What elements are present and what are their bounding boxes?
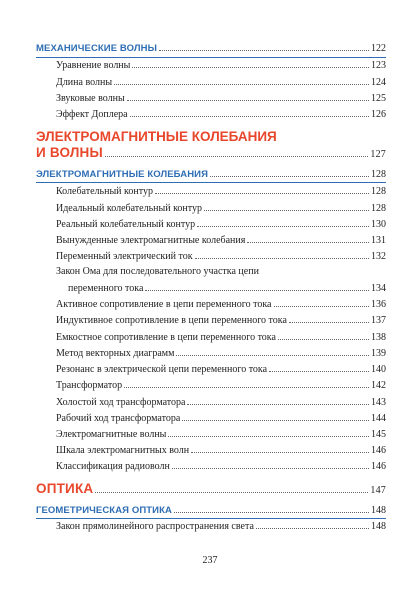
- toc-entry-wavelength[interactable]: [56, 77, 386, 88]
- entry-label: Холостой ход трансформатора: [56, 397, 186, 408]
- dot-leader: [155, 193, 369, 194]
- page-ref: 124: [371, 77, 386, 88]
- page-ref: 138: [371, 332, 386, 343]
- page-ref: 148: [371, 505, 386, 516]
- page-ref: 148: [371, 521, 386, 532]
- toc-entry[interactable]: [56, 332, 386, 343]
- entry-label: Трансформатор: [56, 380, 123, 391]
- entry-label: Классификация радиоволн: [56, 461, 170, 472]
- page-ref: 143: [371, 397, 386, 408]
- dot-leader: [145, 290, 369, 291]
- toc-entry[interactable]: [56, 315, 386, 326]
- heading-label: ГЕОМЕТРИЧЕСКАЯ ОПТИКА: [36, 505, 172, 516]
- page-ref: 136: [371, 299, 386, 310]
- entry-label: Переменный электрический ток: [56, 251, 193, 262]
- page-ref: 123: [371, 60, 386, 71]
- entry-label: Эффект Доплера: [56, 109, 128, 120]
- toc-entry[interactable]: [56, 251, 386, 262]
- toc-entry[interactable]: [56, 299, 386, 310]
- page-ref: 140: [371, 364, 386, 375]
- dot-leader: [191, 452, 369, 453]
- dot-leader: [114, 84, 369, 85]
- page-ref: 128: [371, 186, 386, 197]
- dot-leader: [204, 210, 369, 211]
- toc-chapter-em[interactable]: [36, 145, 386, 160]
- toc-entry[interactable]: [56, 413, 386, 424]
- toc-entry-wave-equation[interactable]: [56, 60, 386, 71]
- dot-leader: [172, 468, 369, 469]
- dot-leader: [174, 512, 369, 513]
- entry-label: Идеальный колебательный контур: [56, 203, 203, 214]
- dot-leader: [289, 322, 369, 323]
- page-ref: 130: [371, 219, 386, 230]
- entry-label: Электромагнитные волны: [56, 429, 167, 440]
- page-ref: 131: [371, 235, 386, 246]
- page-ref: 134: [371, 283, 386, 294]
- entry-label: Колебательный контур: [56, 186, 153, 197]
- entry-label: Вынужденные электромагнитные колебания: [56, 235, 246, 246]
- dot-leader: [130, 116, 369, 117]
- chapter-title-line2: И ВОЛНЫ: [36, 145, 103, 160]
- dot-leader: [274, 306, 370, 307]
- dot-leader: [256, 528, 369, 529]
- page-ref: 142: [371, 380, 386, 391]
- toc-entry[interactable]: [56, 348, 386, 359]
- page-ref: 145: [371, 429, 386, 440]
- toc-entry[interactable]: [56, 219, 386, 230]
- dot-leader: [168, 436, 369, 437]
- page-ref: 144: [371, 413, 386, 424]
- toc-entry[interactable]: [56, 461, 386, 472]
- dot-leader: [187, 404, 369, 405]
- heading-underline: [36, 57, 386, 58]
- dot-leader: [176, 355, 369, 356]
- toc-heading-geom-optics[interactable]: [36, 505, 386, 516]
- toc-entry[interactable]: [56, 364, 386, 375]
- toc-entry[interactable]: [56, 429, 386, 440]
- dot-leader: [132, 67, 369, 68]
- dot-leader: [95, 492, 368, 493]
- entry-label: Индуктивное сопротивление в цепи переменного тока: [56, 315, 287, 326]
- heading-label: МЕХАНИЧЕСКИЕ ВОЛНЫ: [36, 43, 158, 54]
- toc-entry-doppler[interactable]: [56, 109, 386, 120]
- dot-leader: [159, 50, 369, 51]
- entry-label: Шкала электромагнитных волн: [56, 445, 190, 456]
- page-ref: 139: [371, 348, 386, 359]
- page-ref: 127: [370, 149, 386, 160]
- dot-leader: [269, 371, 369, 372]
- entry-label: Закон прямолинейного распространения света: [56, 521, 254, 532]
- dot-leader: [124, 387, 369, 388]
- toc-entry-straight-light[interactable]: [56, 521, 386, 532]
- toc-entry[interactable]: [56, 445, 386, 456]
- entry-label: Рабочий ход трансформатора: [56, 413, 181, 424]
- dot-leader: [247, 242, 369, 243]
- page-ref: 146: [371, 445, 386, 456]
- page-ref: 147: [370, 485, 386, 496]
- toc-entry[interactable]: [56, 235, 386, 246]
- toc-entry-sound-waves[interactable]: [56, 93, 386, 104]
- entry-label: Звуковые волны: [56, 93, 125, 104]
- entry-label: Длина волны: [56, 77, 113, 88]
- toc-heading-em-oscillations[interactable]: [36, 169, 386, 180]
- page-ref: 137: [371, 315, 386, 326]
- entry-label: Метод векторных диаграмм: [56, 348, 175, 359]
- toc-entry[interactable]: [56, 397, 386, 408]
- toc-entry[interactable]: [56, 203, 386, 214]
- page-ref: 128: [371, 203, 386, 214]
- page-ref: 128: [371, 169, 386, 180]
- dot-leader: [197, 226, 369, 227]
- heading-label: ЭЛЕКТРОМАГНИТНЫЕ КОЛЕБАНИЯ: [36, 169, 209, 180]
- entry-label: переменного тока: [68, 283, 144, 294]
- page-ref: 146: [371, 461, 386, 472]
- heading-underline: [36, 518, 386, 519]
- heading-underline: [36, 182, 386, 183]
- toc-entry-ohm-line1[interactable]: Закон Ома для последовательного участка цепи: [56, 266, 259, 277]
- page-ref: 126: [371, 109, 386, 120]
- dot-leader: [127, 100, 369, 101]
- page-ref: 122: [371, 43, 386, 54]
- toc-entry-ohm[interactable]: [68, 283, 386, 294]
- entry-label: Уравнение волны: [56, 60, 131, 71]
- chapter-title: ОПТИКА: [36, 481, 94, 496]
- dot-leader: [105, 156, 369, 157]
- chapter-title-line1[interactable]: ЭЛЕКТРОМАГНИТНЫЕ КОЛЕБАНИЯ: [36, 129, 277, 144]
- entry-label: Емкостное сопротивление в цепи переменного тока: [56, 332, 276, 343]
- dot-leader: [195, 258, 369, 259]
- toc-entry[interactable]: [56, 186, 386, 197]
- dot-leader: [210, 176, 369, 177]
- page-ref: 132: [371, 251, 386, 262]
- toc-entry[interactable]: [56, 380, 386, 391]
- page-ref: 125: [371, 93, 386, 104]
- dot-leader: [278, 339, 369, 340]
- toc-chapter-optics[interactable]: [36, 481, 386, 496]
- entry-label: Резонанс в электрической цепи переменного тока: [56, 364, 268, 375]
- page-number: 237: [202, 555, 218, 566]
- dot-leader: [182, 420, 369, 421]
- toc-heading-mech-waves[interactable]: [36, 43, 386, 54]
- entry-label: Активное сопротивление в цепи переменного тока: [56, 299, 272, 310]
- entry-label: Реальный колебательный контур: [56, 219, 196, 230]
